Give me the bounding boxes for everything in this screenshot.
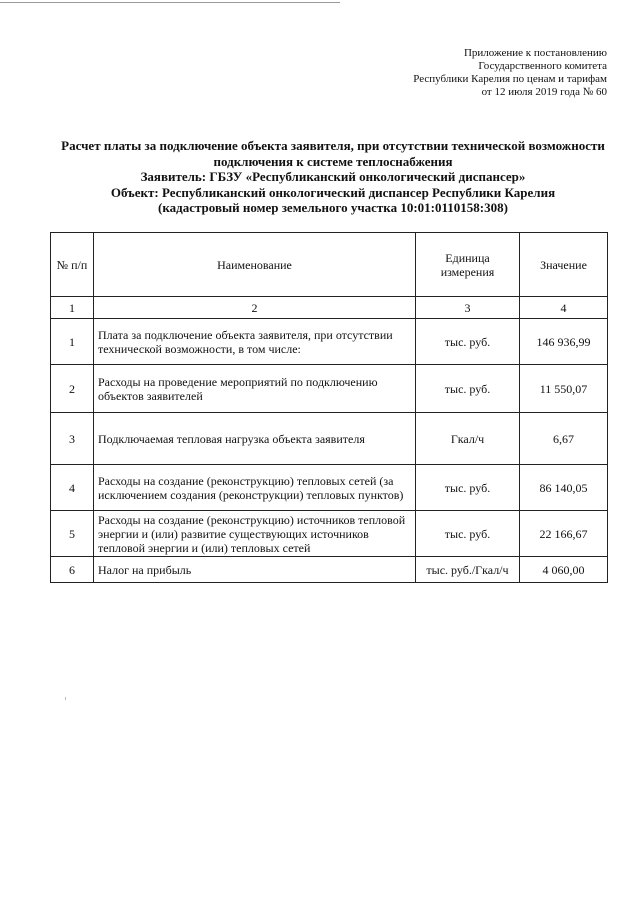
row-unit: тыс. руб./Гкал/ч <box>416 557 520 583</box>
title-line: Расчет платы за подключение объекта заявителя, при отсутствии технической возможности <box>61 138 605 153</box>
row-no: 3 <box>51 413 94 465</box>
header-unit: Единица измерения <box>416 233 520 297</box>
annex-note <box>413 47 607 99</box>
annex-line: от 12 июля 2019 года № 60 <box>481 86 607 98</box>
table-row <box>51 511 608 557</box>
numbering-cell: 1 <box>51 297 94 319</box>
row-no: 4 <box>51 465 94 511</box>
annex-line: Приложение к постановлению <box>463 47 607 59</box>
row-value: 86 140,05 <box>520 465 608 511</box>
numbering-cell: 3 <box>416 297 520 319</box>
row-no: 6 <box>51 557 94 583</box>
row-unit: Гкал/ч <box>416 413 520 465</box>
cadastral-line: (кадастровый номер земельного участка 10:01:0110158:308) <box>158 200 508 215</box>
annex-line: Республики Карелия по ценам и тарифам <box>413 73 607 85</box>
applicant-line: Заявитель: ГБЗУ «Республиканский онкологический диспансер» <box>140 169 526 184</box>
table-header-row <box>51 233 608 297</box>
row-value: 4 060,00 <box>520 557 608 583</box>
document-title <box>50 138 616 216</box>
row-name: Подключаемая тепловая нагрузка объекта заявителя <box>94 413 416 465</box>
header-value: Значение <box>520 233 608 297</box>
table-row <box>51 319 608 365</box>
row-no: 5 <box>51 511 94 557</box>
table-row <box>51 465 608 511</box>
table-row <box>51 413 608 465</box>
object-line: Объект: Республиканский онкологический диспансер Республики Карелия <box>110 184 556 200</box>
row-unit: тыс. руб. <box>416 465 520 511</box>
row-unit: тыс. руб. <box>416 319 520 365</box>
row-name: Налог на прибыль <box>94 557 416 583</box>
annex-line: Государственного комитета <box>478 60 607 72</box>
table-row <box>51 557 608 583</box>
row-no: 2 <box>51 365 94 413</box>
row-value: 11 550,07 <box>520 365 608 413</box>
row-unit: тыс. руб. <box>416 511 520 557</box>
row-unit: тыс. руб. <box>416 365 520 413</box>
calculation-table <box>50 232 608 583</box>
row-name: Плата за подключение объекта заявителя, при отсутствии технической возможности, в том числе: <box>94 319 416 365</box>
row-value: 22 166,67 <box>520 511 608 557</box>
row-no: 1 <box>51 319 94 365</box>
header-no: № п/п <box>51 233 94 297</box>
title-line: подключения к системе теплоснабжения <box>213 153 453 169</box>
row-name: Расходы на создание (реконструкцию) источников тепловой энергии и (или) развитие существующих источников тепловой энергии и (или) тепловых сетей <box>94 511 416 557</box>
row-value: 6,67 <box>520 413 608 465</box>
top-rule <box>0 2 340 3</box>
table-numbering-row <box>51 297 608 319</box>
table-row <box>51 365 608 413</box>
numbering-cell: 4 <box>520 297 608 319</box>
row-name: Расходы на проведение мероприятий по подключению объектов заявителей <box>94 365 416 413</box>
row-value: 146 936,99 <box>520 319 608 365</box>
scan-mark <box>65 697 66 700</box>
header-name: Наименование <box>94 233 416 297</box>
row-name: Расходы на создание (реконструкцию) тепловых сетей (за исключением создания (реконструкции) тепловых пунктов) <box>94 465 416 511</box>
numbering-cell: 2 <box>94 297 416 319</box>
